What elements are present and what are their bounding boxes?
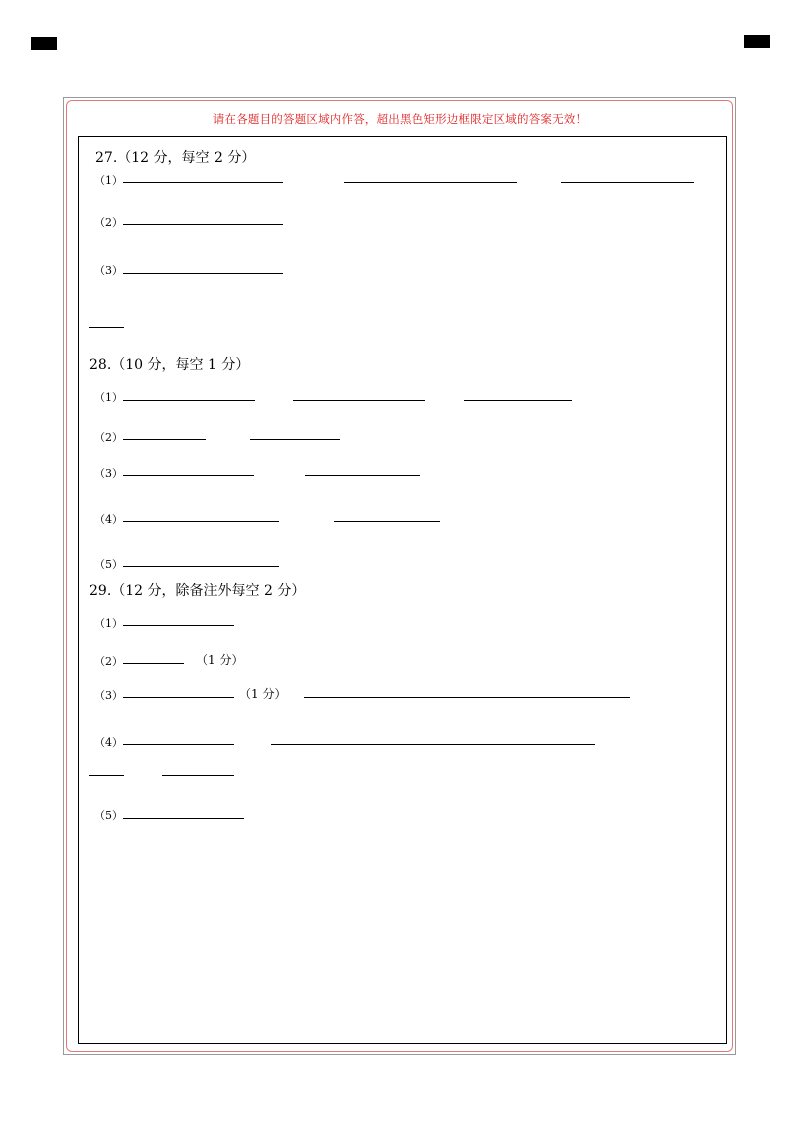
q29-part-3-score-note: （1 分） [239, 687, 287, 701]
answer-blank[interactable] [123, 224, 283, 225]
answer-blank[interactable] [123, 400, 255, 401]
q29-part-4-label: （4） [94, 736, 123, 749]
answer-blank[interactable] [561, 182, 694, 183]
q28-part-2-label: （2） [94, 431, 123, 444]
answer-blank[interactable] [123, 273, 283, 274]
alignment-marker-right [744, 35, 770, 48]
q27-part-1-label: （1） [94, 174, 123, 187]
q27-part-2-label: （2） [94, 216, 123, 229]
answer-blank[interactable] [89, 327, 124, 328]
answer-blank[interactable] [305, 475, 420, 476]
question-28-header: 28.（10 分，每空 1 分） [89, 357, 250, 373]
q28-part-4-label: （4） [94, 513, 123, 526]
q28-part-1-label: （1） [94, 391, 123, 404]
answer-blank[interactable] [464, 400, 572, 401]
alignment-marker-left [31, 37, 57, 50]
question-29-header: 29.（12 分，除备注外每空 2 分） [89, 583, 306, 599]
answer-blank[interactable] [123, 439, 206, 440]
answer-blank[interactable] [123, 697, 234, 698]
q29-part-2-label: （2） [94, 655, 123, 668]
answer-blank[interactable] [344, 182, 517, 183]
q29-part-3-label: （3） [94, 689, 123, 702]
answer-blank[interactable] [123, 566, 279, 567]
answer-blank[interactable] [271, 744, 595, 745]
answer-blank[interactable] [293, 400, 425, 401]
answer-area-notice: 请在各题目的答题区域内作答，超出黑色矩形边框限定区域的答案无效！ [212, 112, 588, 126]
q29-part-5-label: （5） [94, 809, 123, 822]
question-27-header: 27.（12 分，每空 2 分） [95, 150, 256, 166]
answer-blank[interactable] [123, 521, 279, 522]
q28-part-3-label: （3） [94, 467, 123, 480]
answer-blank[interactable] [123, 744, 234, 745]
answer-blank[interactable] [89, 775, 124, 776]
q29-part-2-score-note: （1 分） [196, 653, 244, 667]
answer-blank[interactable] [123, 625, 234, 626]
answer-blank[interactable] [123, 475, 254, 476]
answer-blank[interactable] [162, 775, 234, 776]
q27-part-3-label: （3） [94, 264, 123, 277]
answer-blank[interactable] [304, 697, 630, 698]
answer-blank[interactable] [250, 439, 340, 440]
answer-blank[interactable] [123, 818, 244, 819]
q29-part-1-label: （1） [94, 617, 123, 630]
answer-blank[interactable] [123, 663, 184, 664]
answer-blank[interactable] [123, 182, 283, 183]
q28-part-5-label: （5） [94, 558, 123, 571]
answer-blank[interactable] [334, 521, 440, 522]
